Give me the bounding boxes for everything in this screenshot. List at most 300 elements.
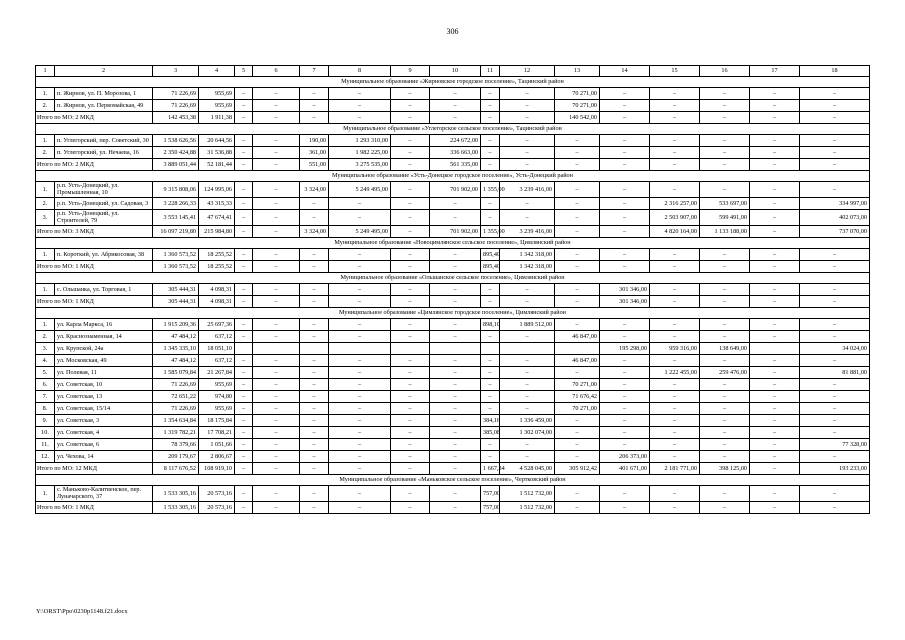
value-cell: – [430, 427, 481, 439]
total-value-cell: 305 912,42 [555, 463, 600, 475]
total-value-cell: 16 097 219,80 [153, 226, 199, 238]
value-cell: – [329, 249, 391, 261]
value-cell: 3 228 266,33 [153, 198, 199, 210]
value-cell: 2 503 907,00 [650, 210, 700, 226]
value-cell: – [300, 100, 329, 112]
value-cell: – [481, 284, 500, 296]
value-cell: – [391, 331, 430, 343]
value-cell: – [500, 284, 555, 296]
table-row [36, 391, 870, 403]
value-cell: – [600, 427, 650, 439]
value-cell: 81 881,00 [800, 367, 870, 379]
row-number: 1. [36, 319, 55, 331]
value-cell: – [235, 367, 253, 379]
total-value-cell: – [650, 112, 700, 124]
value-cell: – [500, 451, 555, 463]
value-cell: – [750, 88, 800, 100]
value-cell: – [600, 249, 650, 261]
value-cell: – [800, 135, 870, 147]
value-cell: 46 847,00 [555, 331, 600, 343]
total-value-cell: – [650, 502, 700, 514]
total-value-cell: 1 360 573,52 [153, 261, 199, 273]
value-cell: – [650, 379, 700, 391]
value-cell: 224 672,00 [430, 135, 481, 147]
table-row [36, 486, 870, 502]
total-value-cell: 305 444,31 [153, 296, 199, 308]
total-row [36, 159, 870, 171]
value-cell: – [430, 198, 481, 210]
value-cell: – [800, 415, 870, 427]
value-cell: 955,69 [199, 88, 235, 100]
table-row [36, 367, 870, 379]
column-number: 17 [750, 66, 800, 77]
value-cell: – [600, 319, 650, 331]
value-cell: – [253, 367, 300, 379]
value-cell: – [253, 451, 300, 463]
value-cell: – [430, 486, 481, 502]
value-cell: – [800, 355, 870, 367]
total-value-cell: 3 889 051,44 [153, 159, 199, 171]
value-cell: – [300, 486, 329, 502]
value-cell: 46 847,00 [555, 355, 600, 367]
value-cell: – [300, 249, 329, 261]
value-cell: – [750, 355, 800, 367]
value-cell: 1 538 626,56 [153, 135, 199, 147]
value-cell: – [430, 331, 481, 343]
value-cell: – [750, 198, 800, 210]
value-cell: – [555, 415, 600, 427]
total-value-cell: 4 098,31 [199, 296, 235, 308]
value-cell: – [555, 319, 600, 331]
column-number: 15 [650, 66, 700, 77]
total-value-cell: – [253, 159, 300, 171]
total-value-cell: – [750, 502, 800, 514]
total-value-cell: – [300, 502, 329, 514]
value-cell: – [800, 331, 870, 343]
value-cell: – [555, 210, 600, 226]
value-cell: – [481, 210, 500, 226]
value-cell: – [235, 355, 253, 367]
building-address: р.п. Усть-Донецкий, ул. Садовая, 3 [55, 198, 153, 210]
value-cell [391, 343, 430, 355]
value-cell: – [235, 135, 253, 147]
total-row [36, 296, 870, 308]
row-number: 12. [36, 451, 55, 463]
value-cell: 1 585 079,84 [153, 367, 199, 379]
value-cell: – [650, 249, 700, 261]
building-address: ул. Советская, 4 [55, 427, 153, 439]
value-cell: – [235, 319, 253, 331]
value-cell [555, 343, 600, 355]
value-cell: – [500, 367, 555, 379]
total-value-cell: – [253, 112, 300, 124]
value-cell: – [555, 439, 600, 451]
total-value-cell: – [253, 296, 300, 308]
value-cell: 70 271,00 [555, 379, 600, 391]
column-number: 9 [391, 66, 430, 77]
value-cell: – [481, 391, 500, 403]
value-cell: – [555, 451, 600, 463]
value-cell: – [391, 367, 430, 379]
value-cell: – [800, 451, 870, 463]
value-cell: – [235, 427, 253, 439]
total-label: Итого по МО: 12 МКД [36, 463, 153, 475]
total-value-cell: – [500, 296, 555, 308]
value-cell: 34 024,00 [800, 343, 870, 355]
building-address: р.п. Усть-Донецкий, ул. Строителей, 79 [55, 210, 153, 226]
value-cell: – [750, 319, 800, 331]
total-value-cell: – [555, 226, 600, 238]
table-row [36, 284, 870, 296]
building-address: п. Жирнов, ул. Первомайская, 49 [55, 100, 153, 112]
value-cell: – [253, 135, 300, 147]
value-cell: – [329, 427, 391, 439]
value-cell: 77 328,00 [800, 439, 870, 451]
value-cell: – [800, 88, 870, 100]
value-cell: – [600, 182, 650, 198]
value-cell: 533 697,00 [700, 198, 750, 210]
value-cell: – [700, 391, 750, 403]
value-cell: 17 708,21 [199, 427, 235, 439]
value-cell: – [700, 427, 750, 439]
value-cell: – [800, 486, 870, 502]
value-cell: – [500, 198, 555, 210]
table-row [36, 427, 870, 439]
total-label: Итого по МО: 1 МКД [36, 261, 153, 273]
value-cell: 1 982 225,00 [329, 147, 391, 159]
value-cell: – [500, 355, 555, 367]
value-cell: 43 315,33 [199, 198, 235, 210]
total-row [36, 463, 870, 475]
value-cell: – [253, 439, 300, 451]
total-value-cell: 193 233,00 [800, 463, 870, 475]
value-cell: – [391, 147, 430, 159]
building-address: ул. Советская, 13 [55, 391, 153, 403]
total-value-cell: 4 528 045,00 [500, 463, 555, 475]
value-cell: – [300, 415, 329, 427]
value-cell: – [329, 331, 391, 343]
value-cell: 20 573,16 [199, 486, 235, 502]
total-value-cell: – [430, 112, 481, 124]
total-value-cell: – [555, 502, 600, 514]
value-cell: – [600, 379, 650, 391]
value-cell: – [555, 427, 600, 439]
total-value-cell: 701 902,00 [430, 226, 481, 238]
value-cell: – [750, 486, 800, 502]
value-cell: – [430, 403, 481, 415]
total-label: Итого по МО: 2 МКД [36, 159, 153, 171]
column-number: 1 [36, 66, 55, 77]
value-cell: – [235, 198, 253, 210]
data-table [35, 65, 870, 514]
section-title: Муниципальное образование «Ольшанское сельское поселение», Цимлянский район [36, 273, 870, 284]
value-cell: 1 355,00 [481, 182, 500, 198]
value-cell: – [253, 379, 300, 391]
value-cell: – [253, 88, 300, 100]
total-value-cell: – [800, 112, 870, 124]
row-number: 6. [36, 379, 55, 391]
row-number: 8. [36, 403, 55, 415]
value-cell: – [235, 249, 253, 261]
table-row [36, 147, 870, 159]
value-cell: – [235, 210, 253, 226]
value-cell: 1 222 455,00 [650, 367, 700, 379]
value-cell: – [700, 451, 750, 463]
total-value-cell: – [391, 296, 430, 308]
table-row [36, 343, 870, 355]
column-number: 3 [153, 66, 199, 77]
column-number: 12 [500, 66, 555, 77]
value-cell: – [700, 331, 750, 343]
value-cell: – [300, 284, 329, 296]
total-value-cell: – [235, 226, 253, 238]
value-cell: 2 350 424,88 [153, 147, 199, 159]
value-cell: – [800, 403, 870, 415]
column-number: 16 [700, 66, 750, 77]
total-value-cell: 52 181,44 [199, 159, 235, 171]
value-cell: – [235, 331, 253, 343]
value-cell: – [800, 427, 870, 439]
building-address: ул. Советская, 3 [55, 415, 153, 427]
value-cell [481, 343, 500, 355]
value-cell: – [391, 486, 430, 502]
value-cell: 2 316 257,00 [650, 198, 700, 210]
value-cell: 190,00 [300, 135, 329, 147]
building-address: ул. Советская, 15/14 [55, 403, 153, 415]
value-cell: – [650, 88, 700, 100]
value-cell: – [329, 451, 391, 463]
value-cell: – [235, 486, 253, 502]
value-cell: – [500, 391, 555, 403]
total-value-cell: – [700, 296, 750, 308]
value-cell: 21 267,84 [199, 367, 235, 379]
value-cell: 3 239 416,00 [500, 182, 555, 198]
value-cell: – [481, 88, 500, 100]
building-address: п. Жирнов, ул. П. Морозова, 1 [55, 88, 153, 100]
value-cell: – [300, 88, 329, 100]
total-value-cell: 757,00 [481, 502, 500, 514]
value-cell: – [391, 210, 430, 226]
value-cell: – [650, 427, 700, 439]
value-cell: – [329, 100, 391, 112]
value-cell: 955,69 [199, 100, 235, 112]
value-cell: 974,80 [199, 391, 235, 403]
column-number: 6 [253, 66, 300, 77]
value-cell: – [253, 100, 300, 112]
value-cell: – [235, 403, 253, 415]
value-cell: – [329, 355, 391, 367]
value-cell: – [800, 249, 870, 261]
value-cell: – [391, 451, 430, 463]
value-cell: 336 663,00 [430, 147, 481, 159]
value-cell: 72 651,22 [153, 391, 199, 403]
total-value-cell: – [750, 226, 800, 238]
value-cell: 305 444,31 [153, 284, 199, 296]
value-cell: 25 697,36 [199, 319, 235, 331]
value-cell: – [750, 367, 800, 379]
row-number: 2. [36, 331, 55, 343]
row-number: 11. [36, 439, 55, 451]
section-title: Муниципальное образование «Углегорское сельское поселение», Тацинский район [36, 124, 870, 135]
value-cell: – [481, 379, 500, 391]
total-value-cell: 3 275 535,00 [329, 159, 391, 171]
total-value-cell: 1 512 732,00 [500, 502, 555, 514]
building-address: п. Углегорский, пер. Советский, 30 [55, 135, 153, 147]
total-value-cell: – [750, 261, 800, 273]
value-cell: – [253, 210, 300, 226]
table-row [36, 379, 870, 391]
value-cell: – [430, 210, 481, 226]
total-value-cell: 2 181 771,00 [650, 463, 700, 475]
row-number: 4. [36, 355, 55, 367]
value-cell: 20 644,56 [199, 135, 235, 147]
total-value-cell: 737 070,00 [800, 226, 870, 238]
row-number: 2. [36, 147, 55, 159]
section-header-row [36, 273, 870, 284]
table-row [36, 451, 870, 463]
value-cell: – [253, 331, 300, 343]
value-cell: 898,10 [481, 319, 500, 331]
value-cell: – [253, 147, 300, 159]
value-cell: 1 354 634,84 [153, 415, 199, 427]
total-label: Итого по МО: 2 МКД [36, 112, 153, 124]
value-cell: – [430, 367, 481, 379]
value-cell: – [650, 439, 700, 451]
value-cell: 1 319 782,21 [153, 427, 199, 439]
value-cell: – [253, 403, 300, 415]
total-value-cell: – [391, 159, 430, 171]
value-cell: 334 997,00 [800, 198, 870, 210]
value-cell: – [430, 284, 481, 296]
value-cell: 895,40 [481, 249, 500, 261]
row-number: 1. [36, 486, 55, 502]
value-cell: 4 098,31 [199, 284, 235, 296]
total-value-cell: 1 667,34 [481, 463, 500, 475]
value-cell: – [600, 147, 650, 159]
value-cell: – [650, 100, 700, 112]
building-address: ул. Советская, 10 [55, 379, 153, 391]
value-cell: – [391, 355, 430, 367]
value-cell: – [391, 100, 430, 112]
value-cell: 1 512 732,00 [500, 486, 555, 502]
value-cell: – [481, 331, 500, 343]
value-cell: – [300, 331, 329, 343]
total-label: Итого по МО: 1 МКД [36, 296, 153, 308]
total-row [36, 226, 870, 238]
value-cell: – [253, 284, 300, 296]
total-value-cell: – [650, 159, 700, 171]
row-number: 1. [36, 135, 55, 147]
row-number: 3. [36, 343, 55, 355]
value-cell: – [650, 182, 700, 198]
total-value-cell: – [700, 261, 750, 273]
building-address: с. Маньково-Калитвенское, пер. Луначарского, 37 [55, 486, 153, 502]
value-cell: – [555, 249, 600, 261]
value-cell: 5 249 495,00 [329, 182, 391, 198]
value-cell: – [235, 451, 253, 463]
value-cell: – [300, 379, 329, 391]
value-cell: 47 484,12 [153, 355, 199, 367]
column-number-row [36, 66, 870, 77]
total-value-cell: – [253, 261, 300, 273]
value-cell: – [391, 427, 430, 439]
total-value-cell: – [481, 296, 500, 308]
total-value-cell: 5 249 495,00 [329, 226, 391, 238]
value-cell: – [750, 284, 800, 296]
value-cell: – [650, 486, 700, 502]
value-cell: – [481, 439, 500, 451]
section-title: Муниципальное образование «Новоцимлянское сельское поселение», Цимлянский район [36, 238, 870, 249]
value-cell: 402 073,00 [800, 210, 870, 226]
value-cell: – [391, 319, 430, 331]
total-label: Итого по МО: 1 МКД [36, 502, 153, 514]
total-value-cell: – [481, 112, 500, 124]
value-cell: – [750, 249, 800, 261]
total-value-cell: – [700, 159, 750, 171]
value-cell [750, 343, 800, 355]
value-cell: – [650, 403, 700, 415]
value-cell: – [700, 135, 750, 147]
value-cell: – [750, 147, 800, 159]
value-cell: – [800, 379, 870, 391]
building-address: ул. Московская, 49 [55, 355, 153, 367]
total-value-cell: – [329, 261, 391, 273]
value-cell: 31 536,88 [199, 147, 235, 159]
total-row [36, 261, 870, 273]
value-cell: – [430, 319, 481, 331]
value-cell: 1 915 209,36 [153, 319, 199, 331]
value-cell: – [300, 355, 329, 367]
value-cell: – [329, 415, 391, 427]
value-cell: – [700, 88, 750, 100]
value-cell: – [500, 210, 555, 226]
value-cell: – [750, 331, 800, 343]
value-cell: – [700, 355, 750, 367]
total-value-cell: – [650, 261, 700, 273]
value-cell: – [430, 249, 481, 261]
value-cell: 955,69 [199, 379, 235, 391]
row-number: 9. [36, 415, 55, 427]
total-value-cell: 551,00 [300, 159, 329, 171]
value-cell: – [650, 391, 700, 403]
value-cell: – [329, 367, 391, 379]
total-value-cell: 215 984,80 [199, 226, 235, 238]
value-cell: – [391, 379, 430, 391]
value-cell: – [253, 319, 300, 331]
total-value-cell: 140 542,00 [555, 112, 600, 124]
value-cell: 1 889 512,00 [500, 319, 555, 331]
value-cell: – [391, 439, 430, 451]
total-value-cell: – [430, 502, 481, 514]
value-cell: – [235, 100, 253, 112]
value-cell: – [253, 182, 300, 198]
value-cell: – [391, 284, 430, 296]
value-cell: – [700, 319, 750, 331]
total-value-cell: – [391, 463, 430, 475]
value-cell: – [430, 439, 481, 451]
total-value-cell: 3 239 416,00 [500, 226, 555, 238]
value-cell: – [430, 355, 481, 367]
value-cell: – [800, 284, 870, 296]
value-cell: – [600, 403, 650, 415]
value-cell: 71 226,69 [153, 403, 199, 415]
total-value-cell: – [430, 261, 481, 273]
value-cell: 385,08 [481, 427, 500, 439]
value-cell: – [481, 355, 500, 367]
value-cell: – [750, 415, 800, 427]
column-number: 2 [55, 66, 153, 77]
value-cell: – [481, 367, 500, 379]
